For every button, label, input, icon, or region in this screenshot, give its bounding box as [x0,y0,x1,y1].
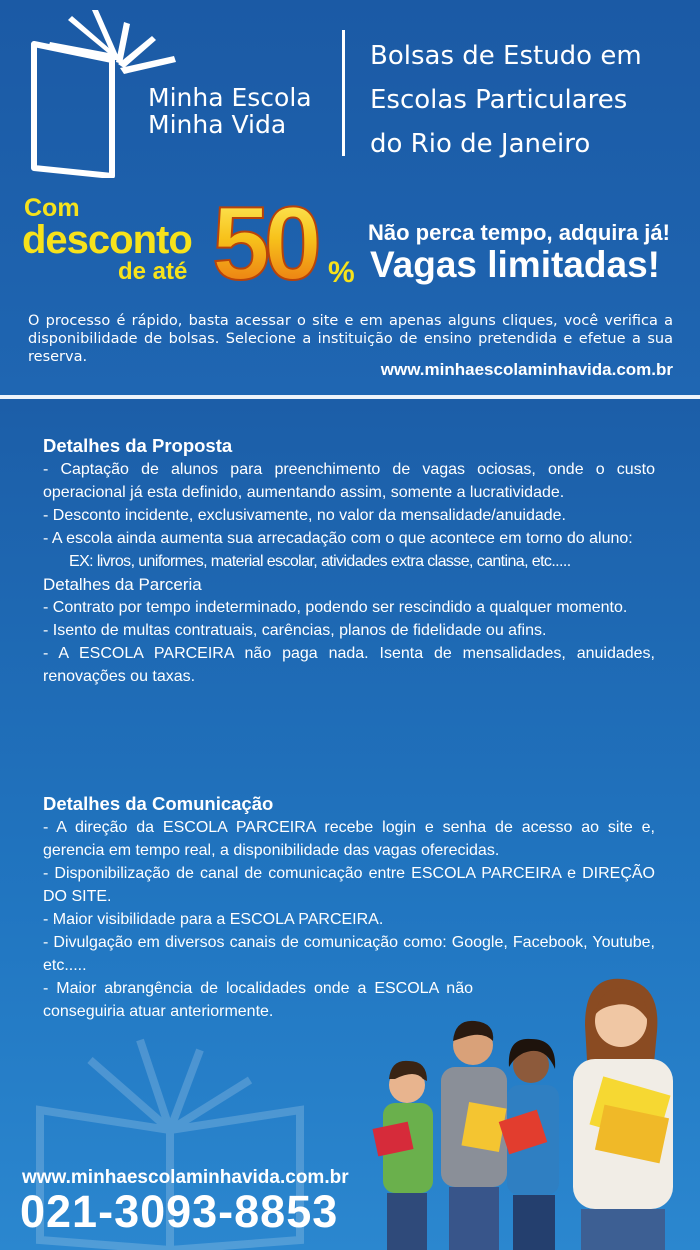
logo [28,8,328,178]
parceria-heading: Detalhes da Parceria [43,575,202,594]
comunicacao-item: - A direção da ESCOLA PARCEIRA recebe login e senha de acesso ao site e, gerencia em tempo real, a disponibilidade das vagas oferecidas. [43,819,655,859]
comunicacao-item: - Divulgação em diversos canais de comunicação como: Google, Facebook, Youtube, etc..... [43,934,655,974]
parceria-item: - Contrato por tempo indeterminado, podendo ser rescindido a qualquer momento. [43,599,628,616]
site-link-bottom[interactable]: www.minhaescolaminhavida.com.br [22,1167,349,1188]
parceria-item: - Isento de multas contratuais, carências, planos de fidelidade ou afins. [43,622,547,639]
headline-line-2: Escolas Particulares [370,85,628,115]
header-divider [342,30,345,156]
comunicacao-item: - Maior visibilidade para a ESCOLA PARCEIRA. [43,911,384,928]
phone-number[interactable]: 021-3093-8853 [20,1186,339,1237]
proposta-item: - A escola ainda aumenta sua arrecadação com o que acontece em torno do aluno: [43,530,633,547]
logo-line-2: Minha Vida [148,110,287,139]
promo-vagas: Vagas limitadas! [370,244,660,285]
promo-percent: % [328,256,355,289]
proposta-example: EX: livros, uniformes, material escolar, atividades extra classe, cantina, etc..... [69,553,571,570]
proposta-item: - Captação de alunos para preenchimento de vagas ociosas, onde o custo operacional já esta definido, aumentando assim, somente a lucratividade. [43,461,655,501]
promo-com: Com [24,194,80,222]
promo-tagline: Não perca tempo, adquira já! [368,220,670,245]
headline-line-1: Bolsas de Estudo em [370,41,642,71]
intro-text: O processo é rápido, basta acessar o site e em apenas alguns cliques, você verifica a disponibilidade de bolsas. Selecione a instituição de ensino pretendida e efetue a sua reserva. [28,313,673,365]
headline-line-3: do Rio de Janeiro [370,129,591,159]
promo-desconto: desconto [22,218,192,262]
proposta-item: - Desconto incidente, exclusivamente, no valor da mensalidade/anuidade. [43,507,566,524]
comunicacao-item: - Disponibilização de canal de comunicação entre ESCOLA PARCEIRA e DIREÇÃO DO SITE. [43,865,655,905]
comunicacao-title: Detalhes da Comunicação [43,793,274,814]
proposta-title: Detalhes da Proposta [43,435,233,456]
promo-50-number [194,193,334,289]
comunicacao-item: - Maior abrangência de localidades onde a ESCOLA não conseguiria atuar anteriormente. [43,980,473,1020]
site-link-top[interactable]: www.minhaescolaminhavida.com.br [380,360,673,379]
proposta-section [43,434,655,688]
logo-line-1: Minha Escola [148,83,312,112]
promo-50-text: 50 [212,193,316,289]
promo-de-ate: de até [118,258,188,285]
parceria-item: - A ESCOLA PARCEIRA não paga nada. Isenta de mensalidades, anuidades, renovações ou taxas. [43,645,655,685]
headline [370,34,642,166]
students-photo [345,975,700,1250]
